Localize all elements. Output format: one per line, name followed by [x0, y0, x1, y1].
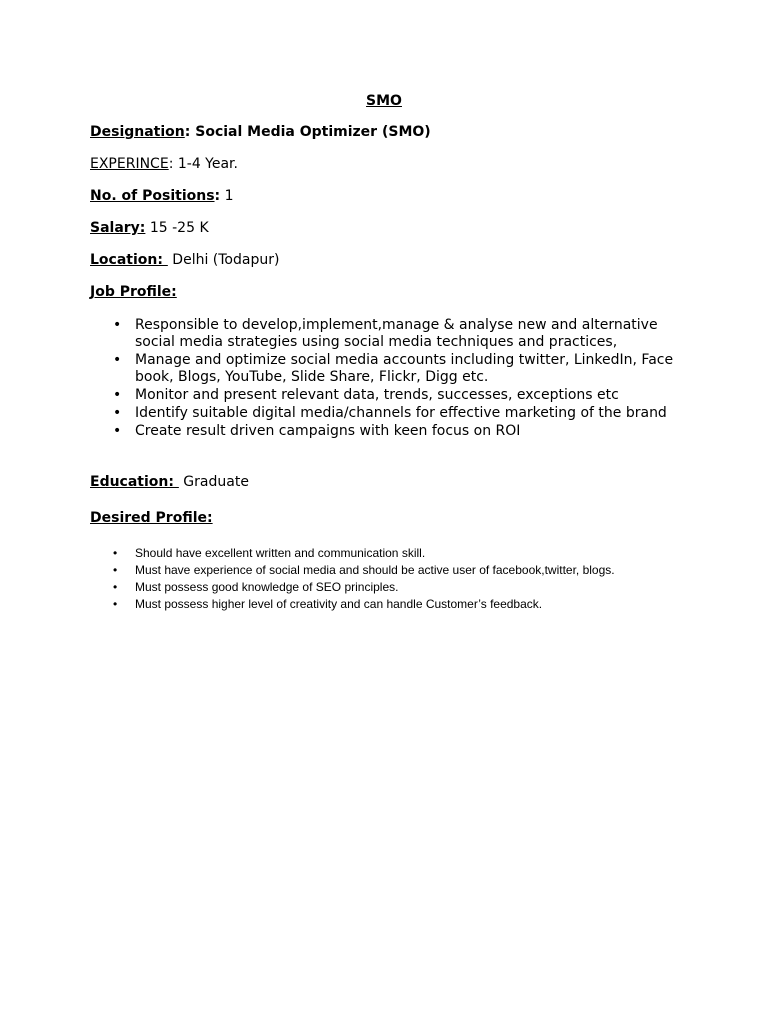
job-profile-label: Job Profile:: [90, 284, 177, 300]
bullet-icon: •: [113, 317, 122, 333]
list-item-text: Must have experience of social media and should be active user of facebook,twitter, blogs.: [135, 563, 615, 577]
list-item: [90, 352, 690, 386]
designation-label: Designation: [90, 124, 185, 140]
designation-colon: :: [184, 124, 191, 140]
list-item-text: Must possess good knowledge of SEO principles.: [135, 580, 399, 594]
positions-line: [90, 188, 234, 204]
list-item-text: Should have excellent written and communication skill.: [135, 546, 426, 560]
list-item: [90, 423, 690, 440]
experience-label: EXPERINCE: [90, 156, 169, 172]
bullet-icon: •: [113, 405, 122, 421]
location-line: [90, 252, 279, 268]
designation-value: Social Media Optimizer (SMO): [190, 124, 431, 140]
list-item-text: Must possess higher level of creativity and can handle Customer’s feedback.: [135, 597, 543, 611]
salary-line: [90, 220, 209, 236]
desired-profile-label: Desired Profile:: [90, 510, 213, 526]
designation-line: [90, 124, 431, 140]
positions-label: No. of Positions: [90, 188, 215, 204]
list-item: [90, 596, 690, 613]
experience-value: 1-4 Year.: [173, 156, 238, 172]
salary-value: 15 -25 K: [145, 220, 209, 236]
positions-colon: :: [214, 188, 221, 204]
bullet-icon: •: [113, 597, 118, 611]
list-item: [90, 545, 690, 562]
salary-label: Salary:: [90, 220, 146, 236]
desired-profile-heading: [90, 510, 213, 526]
bullet-icon: •: [113, 423, 122, 439]
list-item-text: Manage and optimize social media accounts including twitter, LinkedIn, Face book, Blogs, YouTube, Slide Share, Flickr, Digg etc.: [135, 352, 674, 385]
desired-profile-list: [90, 545, 690, 613]
list-item-text: Identify suitable digital media/channels for effective marketing of the brand: [135, 405, 667, 421]
list-item-text: Monitor and present relevant data, trends, successes, exceptions etc: [135, 387, 619, 403]
education-line: [90, 474, 249, 490]
list-item: [90, 579, 690, 596]
list-item: [90, 317, 690, 351]
list-item-text: Create result driven campaigns with keen focus on ROI: [135, 423, 521, 439]
education-value: Graduate: [178, 474, 249, 490]
experience-line: [90, 156, 238, 172]
list-item: [90, 387, 690, 404]
experience-colon: :: [168, 156, 174, 172]
bullet-icon: •: [113, 387, 122, 403]
bullet-icon: •: [113, 580, 118, 594]
location-value: Delhi (Todapur): [167, 252, 280, 268]
job-profile-heading: [90, 284, 177, 300]
list-item: [90, 405, 690, 422]
bullet-icon: •: [113, 352, 122, 368]
education-label: Education:: [90, 474, 179, 490]
positions-value: 1: [220, 188, 234, 204]
list-item: [90, 562, 690, 579]
page-title: SMO: [366, 93, 402, 109]
bullet-icon: •: [113, 563, 118, 577]
job-profile-list: [90, 317, 690, 441]
location-label: Location:: [90, 252, 168, 268]
bullet-icon: •: [113, 546, 118, 560]
list-item-text: Responsible to develop,implement,manage & analyse new and alternative social media strategies using social media techniques and practices,: [135, 317, 658, 350]
